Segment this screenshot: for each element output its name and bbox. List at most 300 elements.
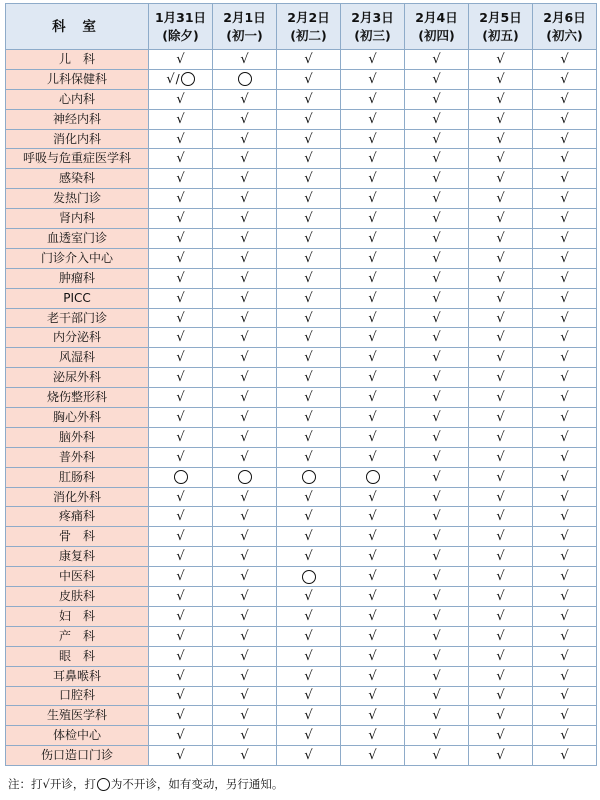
closed-circle-icon: [302, 570, 316, 584]
status-cell: [533, 328, 597, 348]
open-check-mark: √: [368, 310, 377, 326]
closed-circle-icon: [181, 72, 195, 86]
open-check-mark: √: [176, 250, 185, 266]
status-cell: [149, 129, 213, 149]
open-check-mark: √: [496, 728, 505, 744]
open-check-mark: √: [240, 628, 249, 644]
open-check-mark: √: [304, 290, 313, 306]
open-check-mark: √: [560, 370, 569, 386]
open-check-mark: √: [368, 728, 377, 744]
table-row: [6, 209, 597, 229]
status-cell: [213, 746, 277, 766]
day-label: (初三): [354, 27, 391, 43]
department-name: 中医科: [6, 567, 149, 587]
open-check-mark: √: [240, 310, 249, 326]
status-cell: [277, 189, 341, 209]
open-check-mark: √: [240, 549, 249, 565]
open-check-mark: √: [560, 171, 569, 187]
status-cell: [213, 686, 277, 706]
open-check-mark: √: [560, 489, 569, 505]
open-check-mark: √: [368, 370, 377, 386]
status-cell: [149, 288, 213, 308]
department-name: 肿瘤科: [6, 268, 149, 288]
status-cell: [341, 686, 405, 706]
open-check-mark: √: [560, 588, 569, 604]
department-name: 呼吸与危重症医学科: [6, 149, 149, 169]
open-check-mark: √: [496, 390, 505, 406]
open-check-mark: √: [304, 429, 313, 445]
status-cell: [149, 189, 213, 209]
status-cell: [149, 646, 213, 666]
open-check-mark: √: [496, 469, 505, 485]
open-check-mark: √: [368, 171, 377, 187]
status-cell: [213, 447, 277, 467]
open-check-mark: √: [560, 608, 569, 624]
table-row: [6, 388, 597, 408]
status-cell: [405, 69, 469, 89]
open-check-mark: √: [496, 310, 505, 326]
status-cell: [277, 646, 341, 666]
table-row: [6, 248, 597, 268]
status-cell: [405, 328, 469, 348]
open-check-mark: √: [432, 111, 441, 127]
open-check-mark: √: [560, 191, 569, 207]
status-cell: [213, 606, 277, 626]
open-check-mark: √: [368, 409, 377, 425]
open-check-mark: √: [368, 71, 377, 87]
department-name: 伤口造口门诊: [6, 746, 149, 766]
open-check-mark: √: [240, 211, 249, 227]
status-cell: [149, 666, 213, 686]
status-cell: [149, 547, 213, 567]
open-check-mark: √: [560, 230, 569, 246]
status-cell: [213, 467, 277, 487]
open-check-mark: √: [496, 111, 505, 127]
status-cell: [405, 646, 469, 666]
status-cell: [213, 646, 277, 666]
open-check-mark: √: [432, 409, 441, 425]
day-label: (除夕): [162, 27, 199, 43]
open-check-mark: √: [368, 51, 377, 67]
status-cell: [405, 666, 469, 686]
open-check-mark: √: [240, 509, 249, 525]
status-cell: [277, 626, 341, 646]
open-check-mark: √: [432, 310, 441, 326]
open-check-mark: √: [176, 111, 185, 127]
status-cell: [533, 646, 597, 666]
day-date: 1月31日: [154, 9, 207, 25]
status-cell: [405, 706, 469, 726]
department-name: 肾内科: [6, 209, 149, 229]
open-check-mark: √: [496, 748, 505, 764]
open-check-mark: √: [240, 588, 249, 604]
status-cell: [149, 587, 213, 607]
open-check-mark: √: [432, 51, 441, 67]
table-row: [6, 706, 597, 726]
open-check-mark: √: [304, 608, 313, 624]
open-check-mark: √: [176, 449, 185, 465]
status-cell: [341, 527, 405, 547]
table-row: [6, 89, 597, 109]
status-cell: [341, 348, 405, 368]
open-check-mark: √: [432, 469, 441, 485]
status-cell: [277, 427, 341, 447]
status-cell: [277, 229, 341, 249]
table-row: [6, 467, 597, 487]
open-check-mark: √: [240, 648, 249, 664]
status-cell: [469, 169, 533, 189]
open-check-mark: √: [240, 409, 249, 425]
open-check-mark: √: [176, 270, 185, 286]
open-check-mark: √: [496, 131, 505, 147]
status-cell: [469, 149, 533, 169]
open-check-mark: √: [496, 350, 505, 366]
open-mark-legend: √: [42, 777, 50, 791]
day-label: (初二): [290, 27, 327, 43]
open-check-mark: √: [496, 370, 505, 386]
open-check-mark: √: [368, 708, 377, 724]
open-check-mark: √: [240, 191, 249, 207]
status-cell: [213, 408, 277, 428]
department-name: 疼痛科: [6, 507, 149, 527]
status-cell: [469, 686, 533, 706]
status-cell: [277, 149, 341, 169]
open-check-mark: √: [368, 390, 377, 406]
status-cell: [341, 89, 405, 109]
department-name: 肛肠科: [6, 467, 149, 487]
open-check-mark: √: [496, 708, 505, 724]
status-cell: [213, 587, 277, 607]
status-cell: [405, 368, 469, 388]
open-check-mark: √: [166, 71, 175, 87]
status-cell: [533, 467, 597, 487]
status-cell: [277, 129, 341, 149]
open-check-mark: √: [304, 191, 313, 207]
status-cell: [405, 129, 469, 149]
status-cell: [149, 686, 213, 706]
open-check-mark: √: [496, 489, 505, 505]
status-cell: [277, 348, 341, 368]
status-cell: [277, 567, 341, 587]
open-check-mark: √: [304, 409, 313, 425]
open-check-mark: √: [304, 489, 313, 505]
status-cell: [149, 746, 213, 766]
status-cell: [149, 606, 213, 626]
status-cell: [405, 547, 469, 567]
status-cell: [213, 487, 277, 507]
status-cell: [341, 706, 405, 726]
status-cell: [405, 109, 469, 129]
status-cell: [469, 388, 533, 408]
open-check-mark: √: [240, 390, 249, 406]
status-cell: [469, 328, 533, 348]
status-cell: [277, 587, 341, 607]
open-check-mark: √: [176, 51, 185, 67]
status-cell: [469, 467, 533, 487]
department-name: 血透室门诊: [6, 229, 149, 249]
status-cell: [277, 308, 341, 328]
status-cell: [533, 447, 597, 467]
status-cell: [341, 248, 405, 268]
table-row: [6, 606, 597, 626]
status-cell: [405, 268, 469, 288]
open-check-mark: √: [304, 449, 313, 465]
status-cell: [405, 308, 469, 328]
status-cell: [149, 507, 213, 527]
status-cell: [341, 328, 405, 348]
day-column-header: [213, 4, 277, 50]
open-check-mark: √: [368, 270, 377, 286]
open-check-mark: √: [368, 151, 377, 167]
open-check-mark: √: [304, 648, 313, 664]
status-cell: [149, 368, 213, 388]
department-name: 感染科: [6, 169, 149, 189]
open-check-mark: √: [240, 151, 249, 167]
open-check-mark: √: [560, 429, 569, 445]
open-check-mark: √: [432, 628, 441, 644]
open-check-mark: √: [240, 171, 249, 187]
open-check-mark: √: [368, 549, 377, 565]
closed-circle-icon: [174, 470, 188, 484]
day-label: (初一): [226, 27, 263, 43]
table-row: [6, 527, 597, 547]
open-check-mark: √: [560, 151, 569, 167]
status-cell: [533, 348, 597, 368]
status-cell: [341, 69, 405, 89]
open-check-mark: √: [240, 290, 249, 306]
open-check-mark: √: [560, 469, 569, 485]
open-check-mark: √: [176, 688, 185, 704]
closed-circle-icon: [238, 72, 252, 86]
open-check-mark: √: [304, 330, 313, 346]
open-check-mark: √: [496, 330, 505, 346]
status-cell: [341, 726, 405, 746]
table-row: [6, 189, 597, 209]
department-name: 老干部门诊: [6, 308, 149, 328]
open-check-mark: √: [368, 509, 377, 525]
status-cell: [405, 487, 469, 507]
status-cell: [213, 328, 277, 348]
open-check-mark: √: [368, 191, 377, 207]
header-row: [6, 4, 597, 50]
open-check-mark: √: [496, 449, 505, 465]
table-row: [6, 686, 597, 706]
open-check-mark: √: [304, 171, 313, 187]
open-check-mark: √: [176, 370, 185, 386]
status-cell: [469, 547, 533, 567]
open-check-mark: √: [496, 628, 505, 644]
open-check-mark: √: [496, 230, 505, 246]
status-cell: [533, 288, 597, 308]
open-check-mark: √: [304, 350, 313, 366]
status-cell: [341, 109, 405, 129]
open-check-mark: √: [176, 211, 185, 227]
status-cell: [341, 567, 405, 587]
status-cell: [213, 129, 277, 149]
footnote-mid: 开诊，打: [49, 777, 96, 791]
status-cell: [533, 746, 597, 766]
status-cell: [277, 288, 341, 308]
status-cell: [149, 169, 213, 189]
open-check-mark: √: [304, 688, 313, 704]
status-cell: [533, 149, 597, 169]
status-cell: [469, 348, 533, 368]
status-cell: [405, 587, 469, 607]
mixed-status: [166, 71, 194, 88]
open-check-mark: √: [560, 390, 569, 406]
status-cell: [149, 408, 213, 428]
status-cell: [533, 666, 597, 686]
status-cell: [341, 388, 405, 408]
closed-circle-icon: [302, 470, 316, 484]
status-cell: [149, 527, 213, 547]
status-cell: [213, 209, 277, 229]
table-row: [6, 746, 597, 766]
open-check-mark: √: [432, 250, 441, 266]
status-separator: /: [175, 71, 180, 86]
status-cell: [341, 268, 405, 288]
open-check-mark: √: [496, 608, 505, 624]
open-check-mark: √: [432, 370, 441, 386]
open-check-mark: √: [432, 330, 441, 346]
table-row: [6, 587, 597, 607]
status-cell: [405, 686, 469, 706]
status-cell: [469, 527, 533, 547]
open-check-mark: √: [240, 708, 249, 724]
open-check-mark: √: [240, 370, 249, 386]
open-check-mark: √: [176, 151, 185, 167]
open-check-mark: √: [176, 429, 185, 445]
open-check-mark: √: [432, 529, 441, 545]
open-check-mark: √: [496, 549, 505, 565]
department-name: 普外科: [6, 447, 149, 467]
status-cell: [469, 129, 533, 149]
status-cell: [213, 388, 277, 408]
status-cell: [469, 109, 533, 129]
status-cell: [533, 427, 597, 447]
status-cell: [405, 606, 469, 626]
open-check-mark: √: [496, 211, 505, 227]
department-name: 烧伤整形科: [6, 388, 149, 408]
open-check-mark: √: [176, 350, 185, 366]
status-cell: [149, 109, 213, 129]
status-cell: [213, 149, 277, 169]
open-check-mark: √: [176, 489, 185, 505]
open-check-mark: √: [432, 390, 441, 406]
day-column-header: [469, 4, 533, 50]
open-check-mark: √: [176, 171, 185, 187]
status-cell: [213, 427, 277, 447]
department-name: 泌尿外科: [6, 368, 149, 388]
open-check-mark: √: [496, 91, 505, 107]
table-row: [6, 726, 597, 746]
open-check-mark: √: [368, 91, 377, 107]
open-check-mark: √: [496, 429, 505, 445]
table-row: [6, 229, 597, 249]
open-check-mark: √: [304, 668, 313, 684]
open-check-mark: √: [560, 509, 569, 525]
status-cell: [277, 666, 341, 686]
open-check-mark: √: [304, 111, 313, 127]
open-check-mark: √: [432, 429, 441, 445]
status-cell: [277, 69, 341, 89]
status-cell: [277, 726, 341, 746]
status-cell: [533, 388, 597, 408]
open-check-mark: √: [560, 549, 569, 565]
open-check-mark: √: [240, 449, 249, 465]
open-check-mark: √: [496, 171, 505, 187]
open-check-mark: √: [368, 748, 377, 764]
open-check-mark: √: [368, 608, 377, 624]
department-name: 儿科保健科: [6, 69, 149, 89]
open-check-mark: √: [368, 628, 377, 644]
status-cell: [213, 248, 277, 268]
open-check-mark: √: [304, 211, 313, 227]
status-cell: [277, 507, 341, 527]
open-check-mark: √: [496, 688, 505, 704]
holiday-clinic-schedule-table: [5, 3, 597, 766]
status-cell: [149, 209, 213, 229]
open-check-mark: √: [176, 588, 185, 604]
open-check-mark: √: [496, 509, 505, 525]
status-cell: [341, 587, 405, 607]
status-cell: [341, 487, 405, 507]
open-check-mark: √: [304, 588, 313, 604]
open-check-mark: √: [304, 230, 313, 246]
table-row: [6, 308, 597, 328]
open-check-mark: √: [368, 569, 377, 585]
day-date: 2月6日: [543, 9, 586, 25]
status-cell: [213, 666, 277, 686]
status-cell: [213, 527, 277, 547]
status-cell: [469, 189, 533, 209]
department-name: 皮肤科: [6, 587, 149, 607]
open-check-mark: √: [240, 91, 249, 107]
open-check-mark: √: [304, 728, 313, 744]
status-cell: [277, 606, 341, 626]
status-cell: [341, 149, 405, 169]
open-check-mark: √: [432, 509, 441, 525]
open-check-mark: √: [432, 71, 441, 87]
department-name: 生殖医学科: [6, 706, 149, 726]
open-check-mark: √: [176, 748, 185, 764]
status-cell: [341, 507, 405, 527]
status-cell: [533, 706, 597, 726]
status-cell: [149, 248, 213, 268]
status-cell: [149, 69, 213, 89]
status-cell: [341, 50, 405, 70]
status-cell: [405, 507, 469, 527]
open-check-mark: √: [240, 668, 249, 684]
status-cell: [277, 248, 341, 268]
status-cell: [213, 507, 277, 527]
open-check-mark: √: [560, 211, 569, 227]
status-cell: [277, 706, 341, 726]
open-check-mark: √: [240, 111, 249, 127]
footnote: [8, 776, 283, 792]
open-check-mark: √: [560, 111, 569, 127]
open-check-mark: √: [560, 569, 569, 585]
open-check-mark: √: [560, 270, 569, 286]
open-check-mark: √: [368, 529, 377, 545]
open-check-mark: √: [240, 230, 249, 246]
status-cell: [277, 368, 341, 388]
open-check-mark: √: [368, 489, 377, 505]
table-row: [6, 626, 597, 646]
open-check-mark: √: [240, 748, 249, 764]
status-cell: [405, 169, 469, 189]
status-cell: [341, 209, 405, 229]
